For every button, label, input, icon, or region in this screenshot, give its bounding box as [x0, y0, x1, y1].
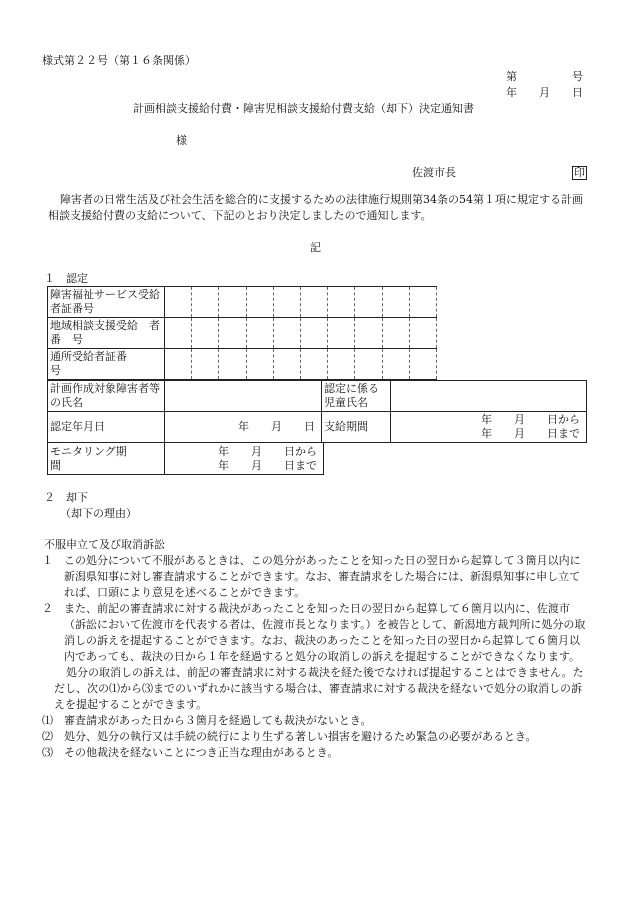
list-item-number: ⑵	[42, 730, 53, 743]
digit-cell	[165, 287, 192, 318]
section-rejection: ２ 却下	[44, 491, 88, 504]
payment-period-value	[391, 412, 587, 443]
payment-period-label: 支給期間	[322, 412, 391, 443]
digit-cell	[246, 349, 273, 380]
seal-mark: 印	[574, 166, 585, 179]
digit-cell	[355, 287, 382, 318]
community-support-number-label: 地域相談支援受給 者 番 号	[48, 318, 165, 349]
digit-cell	[382, 318, 409, 349]
digit-cell	[300, 349, 327, 380]
payment-period-from: 年 月 日から	[481, 413, 580, 426]
digit-cell	[382, 287, 409, 318]
rejection-reason-label: （却下の理由）	[60, 507, 137, 520]
digit-cell	[409, 349, 436, 380]
digit-cell	[273, 318, 300, 349]
list-item	[42, 745, 590, 761]
welfare-service-number-label: 障害福祉サービス受給者証番号	[48, 287, 165, 318]
child-name-label: 認定に係る児童氏名	[322, 381, 391, 412]
digit-cell	[246, 318, 273, 349]
document-title: 計画相談支援給付費・障害児相談支援給付費支給（却下）決定通知書	[133, 102, 474, 115]
list-item	[42, 713, 590, 729]
monitoring-table	[47, 442, 324, 475]
certificate-number-table	[47, 286, 437, 380]
certification-date-label: 認定年月日	[48, 412, 165, 443]
list-item-number: ⑶	[42, 746, 53, 759]
digit-cell	[409, 318, 436, 349]
monitoring-period-value	[165, 443, 324, 475]
digit-cell	[219, 318, 246, 349]
digit-cell	[328, 318, 355, 349]
list-item-number: １	[42, 554, 53, 567]
digit-cell	[382, 349, 409, 380]
appeal-paragraph: 処分の取消しの訴えは、前記の審査請求に対する裁決を経た後でなければ提起することはできません。ただし、次の⑴から⑶までのいずれかに該当する場合は、審査請求に対する裁決を経ないで処分の取消しの訴えを提起することができます。	[54, 666, 584, 711]
digit-cell	[300, 318, 327, 349]
certification-detail-table	[47, 380, 587, 443]
monitoring-period-to: 年 月 日まで	[218, 458, 317, 472]
list-item-number: ２	[42, 602, 53, 615]
child-name-value	[391, 381, 587, 412]
monitoring-period-from: 年 月 日から	[218, 444, 317, 458]
appeal-heading: 不服申立て及び取消訴訟	[44, 538, 165, 551]
list-item-text: 審査請求があった日から３箇月を経過しても裁決がないとき。	[64, 714, 372, 727]
list-item-text: また、前記の審査請求に対する裁決があったことを知った日の翌日から起算して６箇月以内に、佐渡市（訴訟において佐渡市を代表する者は、佐渡市長となります。）を被告として、新潟地方裁判所に処分の取消しの訴えを提起することができます。なお、裁決のあったことを知った日の翌日から起算して６箇月以内であっても、裁決の日から１年を経過すると処分の取消しの訴えを提起することができなくなります。	[64, 602, 586, 663]
monitoring-period-label: モニタリング期 間	[48, 443, 165, 475]
digit-cell	[273, 349, 300, 380]
section-certification: １ 認定	[44, 272, 88, 285]
digit-cell	[219, 349, 246, 380]
certification-date-value: 年 月 日	[165, 412, 322, 443]
digit-cell	[328, 287, 355, 318]
digit-cell	[328, 349, 355, 380]
document-date-label: 年 月 日	[506, 86, 583, 99]
digit-cell	[246, 287, 273, 318]
intro-paragraph: 障害者の日常生活及び社会生活を総合的に支援するための法律施行規則第34条の54第１項に規定する計画相談支援給付費の支給について、下記のとおり決定しましたので通知します。	[48, 193, 583, 222]
list-item-text: 処分、処分の執行又は手続の続行により生ずる著しい損害を避けるため緊急の必要があるとき。	[64, 730, 537, 743]
ki-heading: 記	[310, 241, 321, 254]
list-item	[42, 729, 590, 745]
list-item-text: この処分について不服があるときは、この処分があったことを知った日の翌日から起算して３箇月以内に新潟県知事に対し審査請求することができます。なお、審査請求をした場合には、新潟県知事に申し立てれば、口頭により意見を述べることができます。	[64, 554, 581, 599]
digit-cell	[355, 349, 382, 380]
appeal-list	[42, 553, 590, 761]
form-number: 様式第２２号（第１６条関係）	[42, 54, 196, 67]
digit-cell	[273, 287, 300, 318]
payment-period-to: 年 月 日まで	[481, 427, 580, 440]
digit-cell	[192, 349, 219, 380]
addressee-suffix: 様	[176, 134, 187, 147]
plan-target-name-label: 計画作成対象障害者等の氏名	[48, 381, 165, 412]
list-item	[42, 553, 590, 601]
digit-cell	[300, 287, 327, 318]
plan-target-name-value	[165, 381, 322, 412]
list-item	[42, 601, 590, 665]
digit-cell	[192, 287, 219, 318]
digit-cell	[219, 287, 246, 318]
digit-cell	[355, 318, 382, 349]
document-number-label: 第 号	[506, 70, 583, 83]
list-item-number: ⑴	[42, 714, 53, 727]
day-care-number-label: 通所受給者証番 号	[48, 349, 165, 380]
digit-cell	[192, 318, 219, 349]
digit-cell	[409, 287, 436, 318]
list-item-text: その他裁決を経ないことにつき正当な理由があるとき。	[64, 746, 339, 759]
issuer-name: 佐渡市長	[412, 166, 456, 179]
